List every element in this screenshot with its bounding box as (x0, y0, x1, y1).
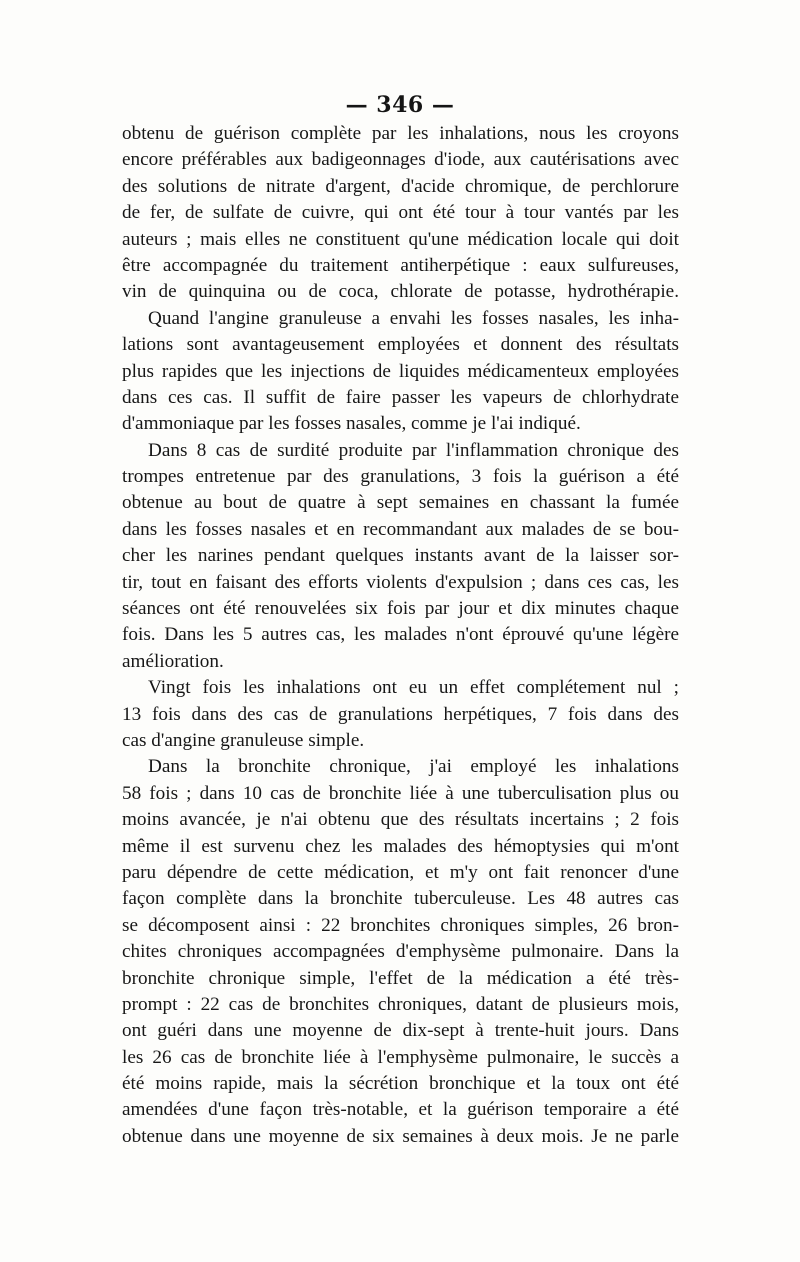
text-line-content: Dans 8 cas de surdité produite par l'inflammation chronique des (148, 439, 679, 461)
text-line-content: 58 fois ; dans 10 cas de bronchite liée à une tuberculisation plus ou (122, 782, 679, 804)
page-number: — 346 — (345, 92, 455, 118)
text-line-content: Dans la bronchite chronique, j'ai employé les inhalations (148, 756, 679, 778)
text-line (122, 649, 679, 675)
text-line-content: bronchite chronique simple, l'effet de la médication a été très- (122, 967, 679, 989)
text-line (122, 702, 679, 728)
text-line (122, 517, 679, 543)
text-line-content: tir, tout en faisant des efforts violents d'expulsion ; dans ces cas, les (122, 571, 679, 593)
text-line-content: lations sont avantageusement employées et donnent des résultats (122, 334, 679, 356)
text-line-content: ont guéri dans une moyenne de dix-sept à trente-huit jours. Dans (122, 1020, 679, 1042)
text-line-content: être accompagnée du traitement antiherpétique : eaux sulfureuses, (122, 254, 679, 276)
text-line (122, 306, 679, 332)
text-line (122, 385, 679, 411)
text-line-content: dans ces cas. Il suffit de faire passer les vapeurs de chlorhydrate (122, 386, 679, 408)
text-line-content: Quand l'angine granuleuse a envahi les fosses nasales, les inha- (148, 307, 679, 329)
text-line (122, 253, 679, 279)
text-line (122, 174, 679, 200)
text-line (122, 438, 679, 464)
text-line (122, 781, 679, 807)
text-line (122, 1045, 679, 1071)
text-line-content: cher les narines pendant quelques instants avant de la laisser sor- (122, 545, 679, 567)
text-line-content: obtenue dans une moyenne de six semaines à deux mois. Je ne parle (122, 1125, 679, 1147)
text-line-content: les 26 cas de bronchite liée à l'emphysème pulmonaire, le succès a (122, 1046, 679, 1068)
text-line-content: façon complète dans la bronchite tuberculeuse. Les 48 autres cas (122, 888, 679, 910)
text-line (122, 411, 679, 437)
text-line-content: encore préférables aux badigeonnages d'iode, aux cautérisations avec (122, 149, 679, 171)
text-line-content: se décomposent ainsi : 22 bronchites chroniques simples, 26 bron- (122, 914, 679, 936)
text-line-content: moins avancée, je n'ai obtenu que des résultats incertains ; 2 fois (122, 809, 679, 831)
text-line-content: été moins rapide, mais la sécrétion bronchique et la toux ont été (122, 1073, 679, 1095)
text-line (122, 570, 679, 596)
text-line-content: des solutions de nitrate d'argent, d'acide chromique, de perchlorure (122, 175, 679, 197)
text-line (122, 121, 679, 147)
text-line (122, 886, 679, 912)
text-line (122, 490, 679, 516)
text-line-content: cas d'angine granuleuse simple. (122, 729, 365, 751)
text-line (122, 279, 679, 305)
text-line (122, 359, 679, 385)
text-line (122, 754, 679, 780)
text-line-content: Vingt fois les inhalations ont eu un effet complétement nul ; (148, 677, 679, 699)
text-line (122, 1018, 679, 1044)
text-line-content: plus rapides que les injections de liquides médicamenteux employées (122, 360, 679, 382)
text-line-content: vin de quinquina ou de coca, chlorate de potasse, hydrothérapie. (122, 281, 679, 303)
text-line (122, 227, 679, 253)
text-line-content: obtenue au bout de quatre à sept semaines en chassant la fumée (122, 492, 679, 514)
text-line (122, 966, 679, 992)
text-line (122, 675, 679, 701)
text-line (122, 622, 679, 648)
text-line-content: trompes entretenue par des granulations, 3 fois la guérison a été (122, 466, 679, 488)
text-line (122, 834, 679, 860)
text-line (122, 1097, 679, 1123)
text-line-content: séances ont été renouvelées six fois par jour et dix minutes chaque (122, 598, 679, 620)
text-line (122, 992, 679, 1018)
text-line (122, 464, 679, 490)
text-line-content: obtenu de guérison complète par les inhalations, nous les croyons (122, 123, 679, 144)
text-line-content: même il est survenu chez les malades des hémoptysies qui m'ont (122, 835, 679, 857)
text-line (122, 1124, 679, 1150)
text-line (122, 728, 679, 754)
text-line-content: d'ammoniaque par les fosses nasales, comme je l'ai indiqué. (122, 413, 581, 435)
text-line (122, 807, 679, 833)
text-line-content: auteurs ; mais elles ne constituent qu'une médication locale qui doit (122, 228, 679, 250)
text-line (122, 1071, 679, 1097)
text-line-content: paru dépendre de cette médication, et m'y ont fait renoncer d'une (122, 861, 679, 883)
text-line-content: de fer, de sulfate de cuivre, qui ont été tour à tour vantés par les (122, 202, 679, 224)
text-line-content: amendées d'une façon très-notable, et la guérison temporaire a été (122, 1099, 679, 1121)
text-line (122, 200, 679, 226)
text-line (122, 332, 679, 358)
text-line (122, 543, 679, 569)
text-line-content: fois. Dans les 5 autres cas, les malades n'ont éprouvé qu'une légère (122, 624, 679, 646)
text-line-content: amélioration. (122, 650, 224, 672)
text-line (122, 860, 679, 886)
text-line-content: 13 fois dans des cas de granulations herpétiques, 7 fois dans des (122, 703, 679, 725)
text-line (122, 939, 679, 965)
text-line-content: chites chroniques accompagnées d'emphysème pulmonaire. Dans la (122, 941, 679, 963)
text-line-content: dans les fosses nasales et en recommandant aux malades de se bou- (122, 518, 679, 540)
body-text (122, 121, 679, 1150)
text-line (122, 596, 679, 622)
text-line-content: prompt : 22 cas de bronchites chroniques, datant de plusieurs mois, (122, 993, 679, 1015)
text-line (122, 913, 679, 939)
text-line (122, 147, 679, 173)
